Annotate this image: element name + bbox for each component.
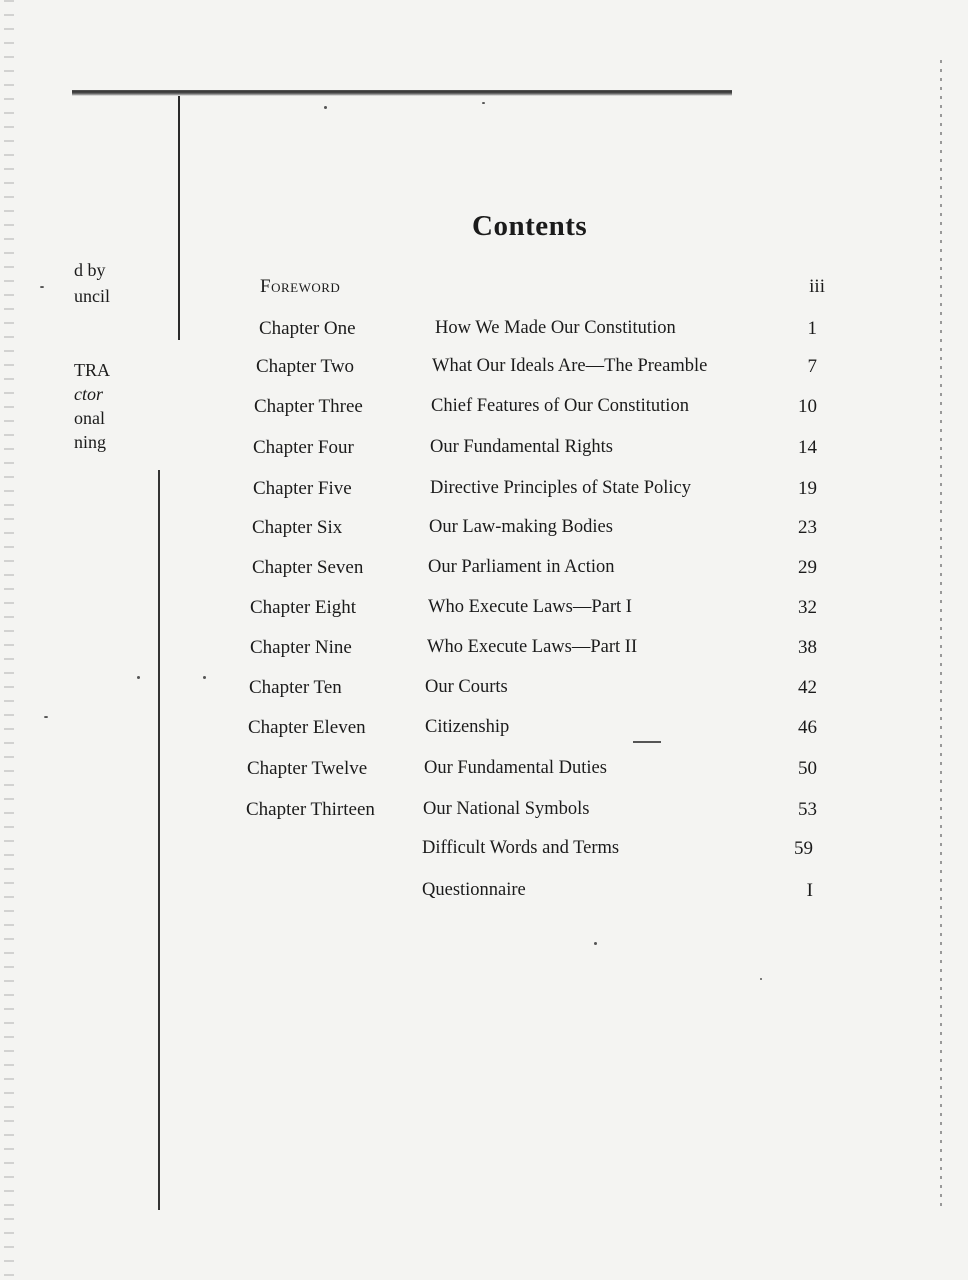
previous-page-fragment: ctor [74,384,103,404]
page-number: iii [809,276,825,297]
previous-page-fragment: ning [74,432,107,452]
chapter-label: Chapter Twelve [247,758,368,779]
chapter-title: Our Law-making Bodies [429,517,613,537]
chapter-label: Chapter Ten [249,677,342,698]
page-number: 46 [798,717,817,738]
chapter-title: Who Execute Laws—Part II [427,637,638,657]
scan-speck [137,676,140,679]
back-matter-title: Difficult Words and Terms [422,838,620,858]
chapter-label: Chapter Nine [250,637,352,658]
scan-speck [44,716,48,718]
page-number: I [806,880,813,901]
chapter-title: Our National Symbols [423,799,590,819]
chapter-label: Chapter Two [256,356,355,377]
binding-line [158,470,160,1210]
page-number: 10 [798,396,817,417]
previous-page-fragment: uncil [74,286,110,306]
page-edge-left [4,0,14,1280]
previous-page-fragment: TRA [74,360,110,380]
scan-speck [40,286,44,288]
page-number: 7 [807,356,817,377]
page-number: 1 [807,318,817,339]
chapter-title: Our Fundamental Rights [430,437,613,457]
chapter-label: Chapter Eight [250,597,357,618]
page-number: 38 [798,637,817,658]
page-number: 53 [798,799,817,820]
page-number: 29 [798,557,817,578]
chapter-label: Chapter Five [253,478,352,499]
scan-speck [203,676,206,679]
chapter-label: Chapter Seven [252,557,364,578]
chapter-label: Chapter Thirteen [246,799,375,820]
scan-speck [482,102,485,104]
spine-line [178,96,180,340]
page-number: 14 [798,437,817,458]
chapter-label: Chapter Six [252,517,343,538]
chapter-label: Chapter Eleven [248,717,366,738]
chapter-title: What Our Ideals Are—The Preamble [432,356,708,376]
scan-speck [594,942,597,945]
page-number: 23 [798,517,817,538]
page-title: Contents [472,210,588,242]
page-number: 42 [798,677,817,698]
chapter-title: How We Made Our Constitution [435,318,676,338]
chapter-title: Who Execute Laws—Part I [428,597,632,617]
back-matter-title: Questionnaire [422,880,526,900]
chapter-label: Chapter Three [254,396,363,417]
page-number: 50 [798,758,817,779]
page-number: 59 [794,838,813,859]
chapter-title: Directive Principles of State Policy [430,478,691,498]
chapter-label: Chapter One [259,318,356,339]
chapter-title: Our Parliament in Action [428,557,615,577]
page-edge-right [940,60,942,1210]
chapter-title: Citizenship [425,717,510,737]
foreword-label: Foreword [260,276,341,297]
scan-mark [633,741,661,743]
previous-page-fragment: d by [74,260,106,280]
page-number: 19 [798,478,817,499]
page-number: 32 [798,597,817,618]
chapter-title: Our Fundamental Duties [424,758,607,778]
scan-speck [760,978,762,980]
chapter-title: Our Courts [425,677,508,697]
chapter-title: Chief Features of Our Constitution [431,396,689,416]
top-rule [72,90,732,96]
chapter-label: Chapter Four [253,437,354,458]
scan-speck [324,106,327,109]
previous-page-fragment: onal [74,408,105,428]
